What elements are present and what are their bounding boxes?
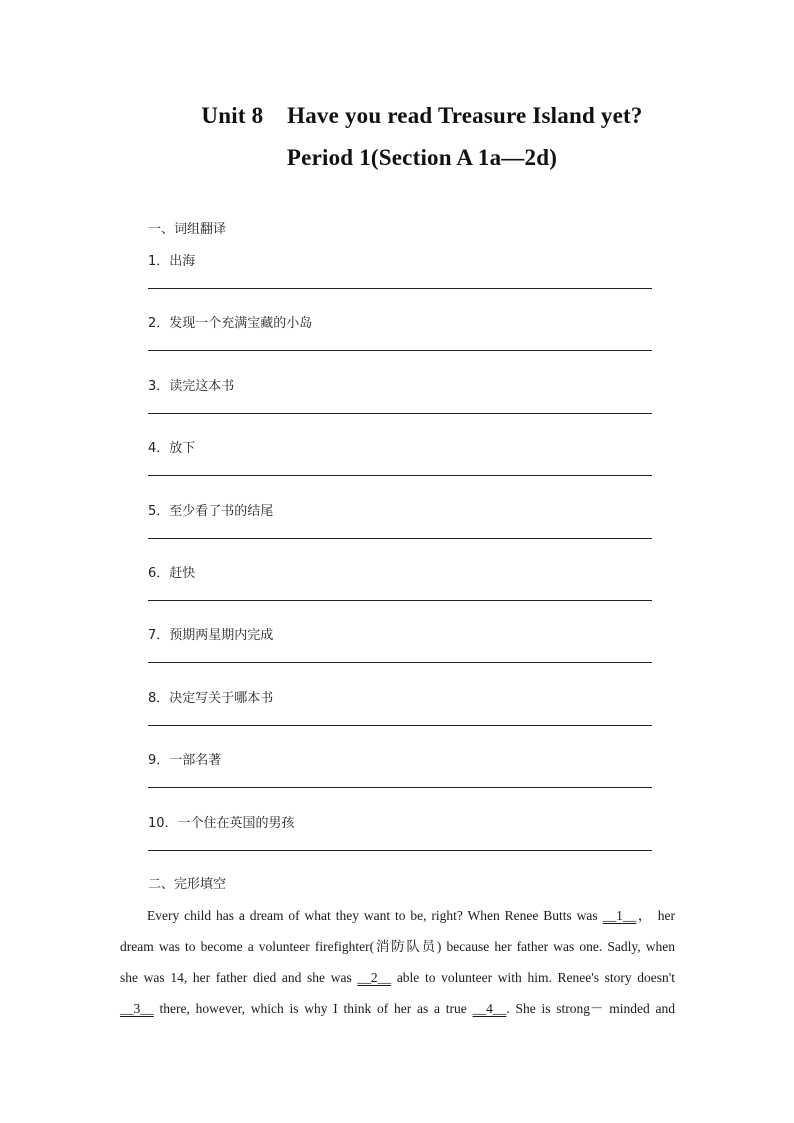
answer-line[interactable]: [148, 787, 652, 788]
translation-item: [148, 749, 652, 811]
passage-text: Every child has a dream of what they want to be, right? When Renee Butts was: [147, 908, 603, 923]
translation-item: [148, 687, 652, 749]
passage-text: she was 14, her father died and she was: [120, 970, 358, 985]
answer-line[interactable]: [148, 850, 652, 851]
answer-line[interactable]: [148, 350, 652, 351]
passage-text: dream was to become a volunteer firefighter(消防队员) because her father was one. Sadly, when: [120, 939, 675, 954]
cloze-blank[interactable]: __1__: [602, 908, 637, 923]
cloze-passage: [120, 900, 675, 1024]
answer-line[interactable]: [148, 725, 652, 726]
passage-line: [120, 931, 675, 962]
translation-item: [148, 250, 652, 312]
answer-line[interactable]: [148, 538, 652, 539]
passage-line: [120, 993, 675, 1024]
section-heading-translation: 一、词组翻译: [148, 222, 227, 237]
translation-item-label: 8．决定写关于哪本书: [148, 690, 274, 706]
translation-item-label: 10．一个住在英国的男孩: [148, 815, 295, 831]
translation-item-label: 6．赶快: [148, 566, 196, 581]
answer-line[interactable]: [148, 288, 652, 289]
passage-line: [120, 900, 675, 931]
answer-line[interactable]: [148, 475, 652, 476]
translation-item-label: 5．至少看了书的结尾: [148, 503, 274, 519]
translation-item: [148, 500, 652, 562]
unit-title: Unit 8 Have you read Treasure Island yet?: [201, 103, 643, 128]
translation-item-label: 2．发现一个充满宝藏的小岛: [148, 316, 313, 332]
section-heading-cloze: 二、完形填空: [148, 877, 227, 892]
translation-item: [148, 375, 652, 437]
cloze-blank[interactable]: __2__: [357, 970, 392, 985]
answer-line[interactable]: [148, 662, 652, 663]
translation-item-label: 1．出海: [148, 254, 196, 269]
translation-item: [148, 812, 652, 874]
cloze-blank[interactable]: __4__: [472, 1001, 507, 1016]
passage-text: there, however, which is why I think of her as a true: [153, 1001, 473, 1016]
translation-item: [148, 437, 652, 499]
passage-text: able to volunteer with him. Renee's story doesn't: [391, 970, 675, 985]
passage-text: ， her: [636, 908, 675, 923]
passage-text: . She is strong－ minded and: [506, 1001, 675, 1016]
translation-item: [148, 312, 652, 374]
answer-line[interactable]: [148, 413, 652, 414]
period-title: Period 1(Section A 1a—2d): [286, 145, 558, 170]
translation-item-label: 4．放下: [148, 441, 196, 457]
cloze-blank[interactable]: __3__: [120, 1001, 154, 1016]
passage-line: [120, 962, 675, 993]
translation-item: [148, 624, 652, 686]
translation-item-label: 3．读完这本书: [148, 378, 235, 394]
answer-line[interactable]: [148, 600, 652, 601]
translation-item-label: 9．一部名著: [148, 753, 222, 769]
translation-item-label: 7．预期两星期内完成: [148, 628, 274, 644]
translation-item: [148, 562, 652, 624]
